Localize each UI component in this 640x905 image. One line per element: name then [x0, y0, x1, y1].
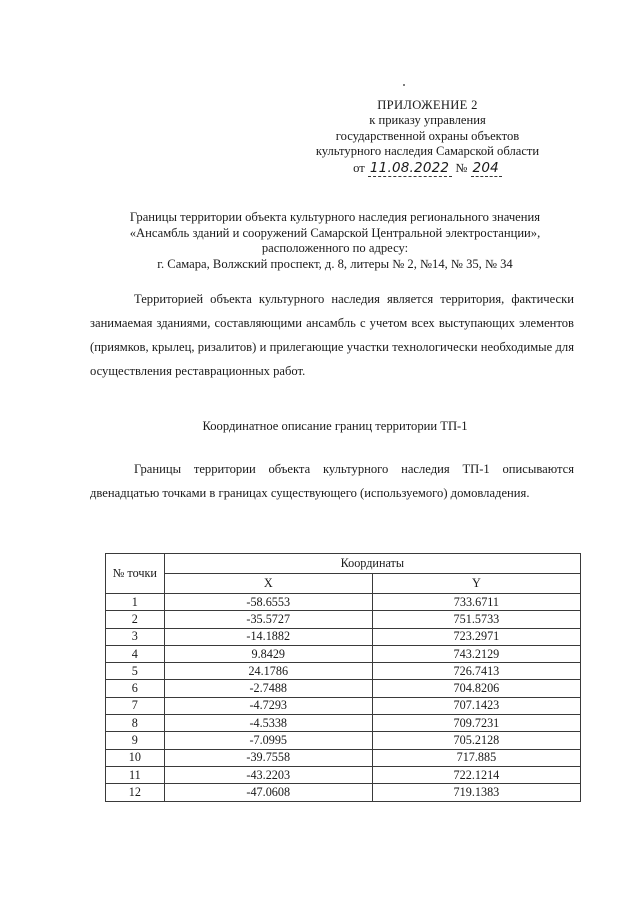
section-subtitle: Координатное описание границ территории ТП-1	[202, 419, 468, 433]
coord-y: 751.5733	[372, 611, 580, 628]
coord-y: 709.7231	[372, 715, 580, 732]
title-line-2: «Ансамбль зданий и сооружений Самарской Центральной электростанции»,	[129, 225, 541, 240]
coord-x: -2.7488	[164, 680, 372, 697]
point-number: 9	[106, 732, 165, 749]
scan-speck	[403, 84, 405, 86]
table-row	[106, 628, 581, 645]
coord-y: 717.885	[372, 749, 580, 766]
table-row	[106, 732, 581, 749]
coord-y: 723.2971	[372, 628, 580, 645]
coord-y: 705.2128	[372, 732, 580, 749]
handwritten-number: 204	[471, 161, 502, 177]
document-title	[90, 210, 580, 272]
point-number: 6	[106, 680, 165, 697]
header-coordinates: Координаты	[164, 554, 580, 574]
table-row	[106, 663, 581, 680]
header-point-number: № точки	[106, 554, 165, 594]
coord-x: -43.2203	[164, 766, 372, 783]
annex-date-line	[300, 161, 555, 177]
header-y: Y	[372, 574, 580, 594]
header-x: X	[164, 574, 372, 594]
point-number: 1	[106, 594, 165, 611]
table-header-row	[106, 554, 581, 574]
coord-x: 24.1786	[164, 663, 372, 680]
table-row	[106, 680, 581, 697]
table-row	[106, 715, 581, 732]
coord-y: 743.2129	[372, 645, 580, 662]
coord-y: 733.6711	[372, 594, 580, 611]
annex-line-authority: государственной охраны объектов	[335, 128, 520, 143]
point-number: 10	[106, 749, 165, 766]
coord-x: -35.5727	[164, 611, 372, 628]
table-subheader-row	[106, 574, 581, 594]
handwritten-date: 11.08.2022	[368, 161, 452, 177]
coord-y: 704.8206	[372, 680, 580, 697]
table-row	[106, 697, 581, 714]
territory-paragraph: Территорией объекта культурного наследия является территория, фактически занимаемая зданиями, составляющими ансамбль с учетом всех выступающих элементов (приямков, крылец, ризалитов) и прилегающие участки технологически необходимые для осуществления реставрационных работ.	[90, 292, 574, 378]
point-number: 2	[106, 611, 165, 628]
table-row	[106, 645, 581, 662]
coord-x: -4.5338	[164, 715, 372, 732]
coordinates-table	[105, 553, 581, 802]
coord-y: 719.1383	[372, 784, 580, 801]
table-row	[106, 766, 581, 783]
table-row	[106, 611, 581, 628]
date-prefix: от	[353, 160, 365, 175]
annex-label: ПРИЛОЖЕНИЕ 2	[377, 98, 478, 112]
annex-line-region: культурного наследия Самарской области	[315, 144, 540, 159]
coord-x: -14.1882	[164, 628, 372, 645]
coord-x: -7.0995	[164, 732, 372, 749]
point-number: 5	[106, 663, 165, 680]
point-number: 7	[106, 697, 165, 714]
coord-y: 707.1423	[372, 697, 580, 714]
coord-y: 722.1214	[372, 766, 580, 783]
annex-header	[300, 98, 555, 177]
point-number: 12	[106, 784, 165, 801]
point-number: 8	[106, 715, 165, 732]
title-line-3: расположенного по адресу:	[261, 241, 409, 256]
coord-y: 726.7413	[372, 663, 580, 680]
coord-x: -4.7293	[164, 697, 372, 714]
point-number: 3	[106, 628, 165, 645]
point-number: 4	[106, 645, 165, 662]
boundary-paragraph: Границы территории объекта культурного наследия ТП-1 описываются двенадцатью точками в границах существующего (используемого) домовладения.	[90, 462, 574, 500]
coord-x: -39.7558	[164, 749, 372, 766]
number-prefix: №	[455, 160, 468, 175]
coord-x: -47.0608	[164, 784, 372, 801]
table-row	[106, 594, 581, 611]
annex-line-order: к приказу управления	[369, 113, 486, 128]
title-address: г. Самара, Волжский проспект, д. 8, литеры № 2, №14, № 35, № 34	[157, 256, 513, 271]
table-row	[106, 784, 581, 801]
title-line-1: Границы территории объекта культурного наследия регионального значения	[129, 210, 541, 224]
coord-x: 9.8429	[164, 645, 372, 662]
point-number: 11	[106, 766, 165, 783]
coord-x: -58.6553	[164, 594, 372, 611]
table-row	[106, 749, 581, 766]
